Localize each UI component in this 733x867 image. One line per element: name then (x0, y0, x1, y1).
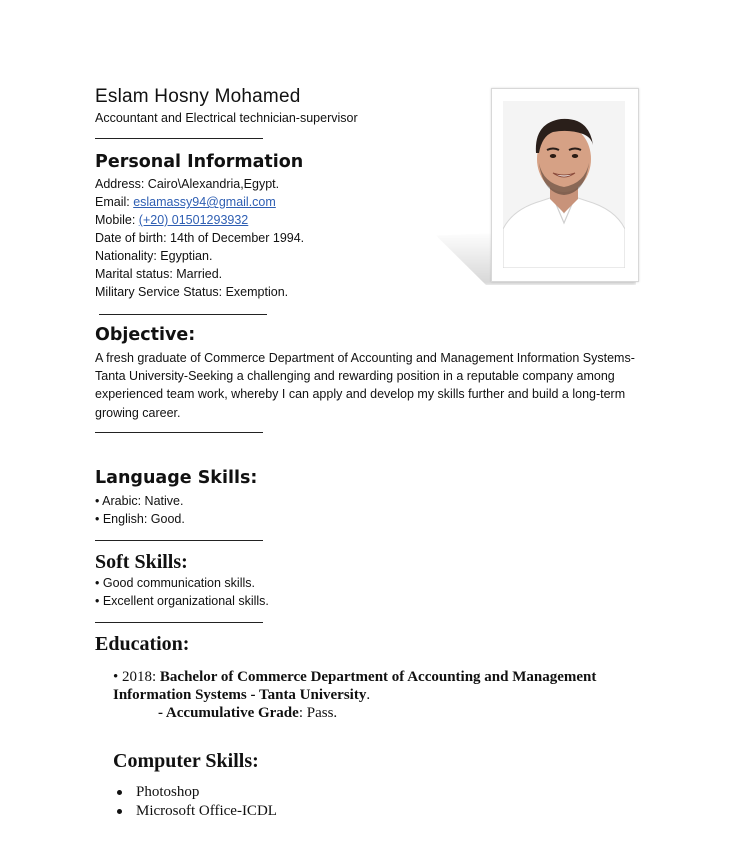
divider (99, 314, 267, 315)
profile-photo (503, 101, 625, 268)
section-heading-computer-skills: Computer Skills: (113, 750, 259, 772)
divider (95, 540, 263, 541)
grade-label: - Accumulative Grade (158, 705, 299, 721)
soft-skill-item: • Excellent organizational skills. (95, 594, 269, 608)
divider (95, 622, 263, 623)
section-heading-personal: Personal Information (95, 152, 304, 172)
mobile-line (95, 211, 248, 229)
bullet-icon (117, 790, 122, 795)
address-line: Address: Cairo\Alexandria,Egypt. (95, 177, 280, 191)
section-heading-objective: Objective: (95, 325, 196, 345)
computer-skill-item (117, 784, 199, 801)
education-degree-part1: Bachelor of Commerce Department of Accounting and Management (159, 669, 597, 685)
computer-skill-label: Microsoft Office-ICDL (136, 803, 277, 819)
section-heading-soft-skills: Soft Skills: (95, 551, 188, 573)
email-link[interactable]: eslamassy94@gmail.com (133, 195, 276, 209)
soft-skill-item: • Good communication skills. (95, 576, 255, 590)
computer-skill-item (117, 803, 277, 820)
divider (95, 432, 263, 433)
email-label: Email: (95, 195, 134, 209)
nationality-line: Nationality: Egyptian. (95, 249, 213, 263)
language-item: • Arabic: Native. (95, 494, 184, 508)
objective-text: A fresh graduate of Commerce Department of Accounting and Management Information Systems-Tanta University-Seeking a challenging and rewarding position in a reputable company among experienced team work, whereby I can apply and develop my skills further and build a long-term growing career. (95, 351, 635, 420)
candidate-name: Eslam Hosny Mohamed (95, 86, 301, 107)
mobile-label: Mobile: (95, 213, 139, 227)
grade-value: : Pass. (298, 705, 338, 721)
section-heading-education: Education: (95, 633, 190, 655)
education-grade (113, 704, 596, 722)
dob-line: Date of birth: 14th of December 1994. (95, 231, 305, 245)
email-line (95, 193, 276, 211)
mobile-link[interactable]: (+20) 01501293932 (138, 213, 249, 227)
bullet-icon (117, 809, 122, 814)
education-line-2 (113, 686, 596, 704)
language-item: • English: Good. (95, 512, 185, 526)
computer-skill-label: Photoshop (136, 784, 200, 800)
marital-line: Marital status: Married. (95, 267, 223, 281)
divider (95, 138, 263, 139)
section-heading-languages: Language Skills: (95, 468, 258, 488)
education-entry (113, 668, 596, 722)
candidate-title: Accountant and Electrical technician-supervisor (95, 111, 358, 125)
education-year: • 2018: (113, 669, 160, 685)
military-line: Military Service Status: Exemption. (95, 285, 289, 299)
education-period: . (366, 687, 371, 703)
education-line-1 (113, 668, 596, 686)
education-degree-part2: Information Systems - Tanta University (113, 687, 367, 703)
